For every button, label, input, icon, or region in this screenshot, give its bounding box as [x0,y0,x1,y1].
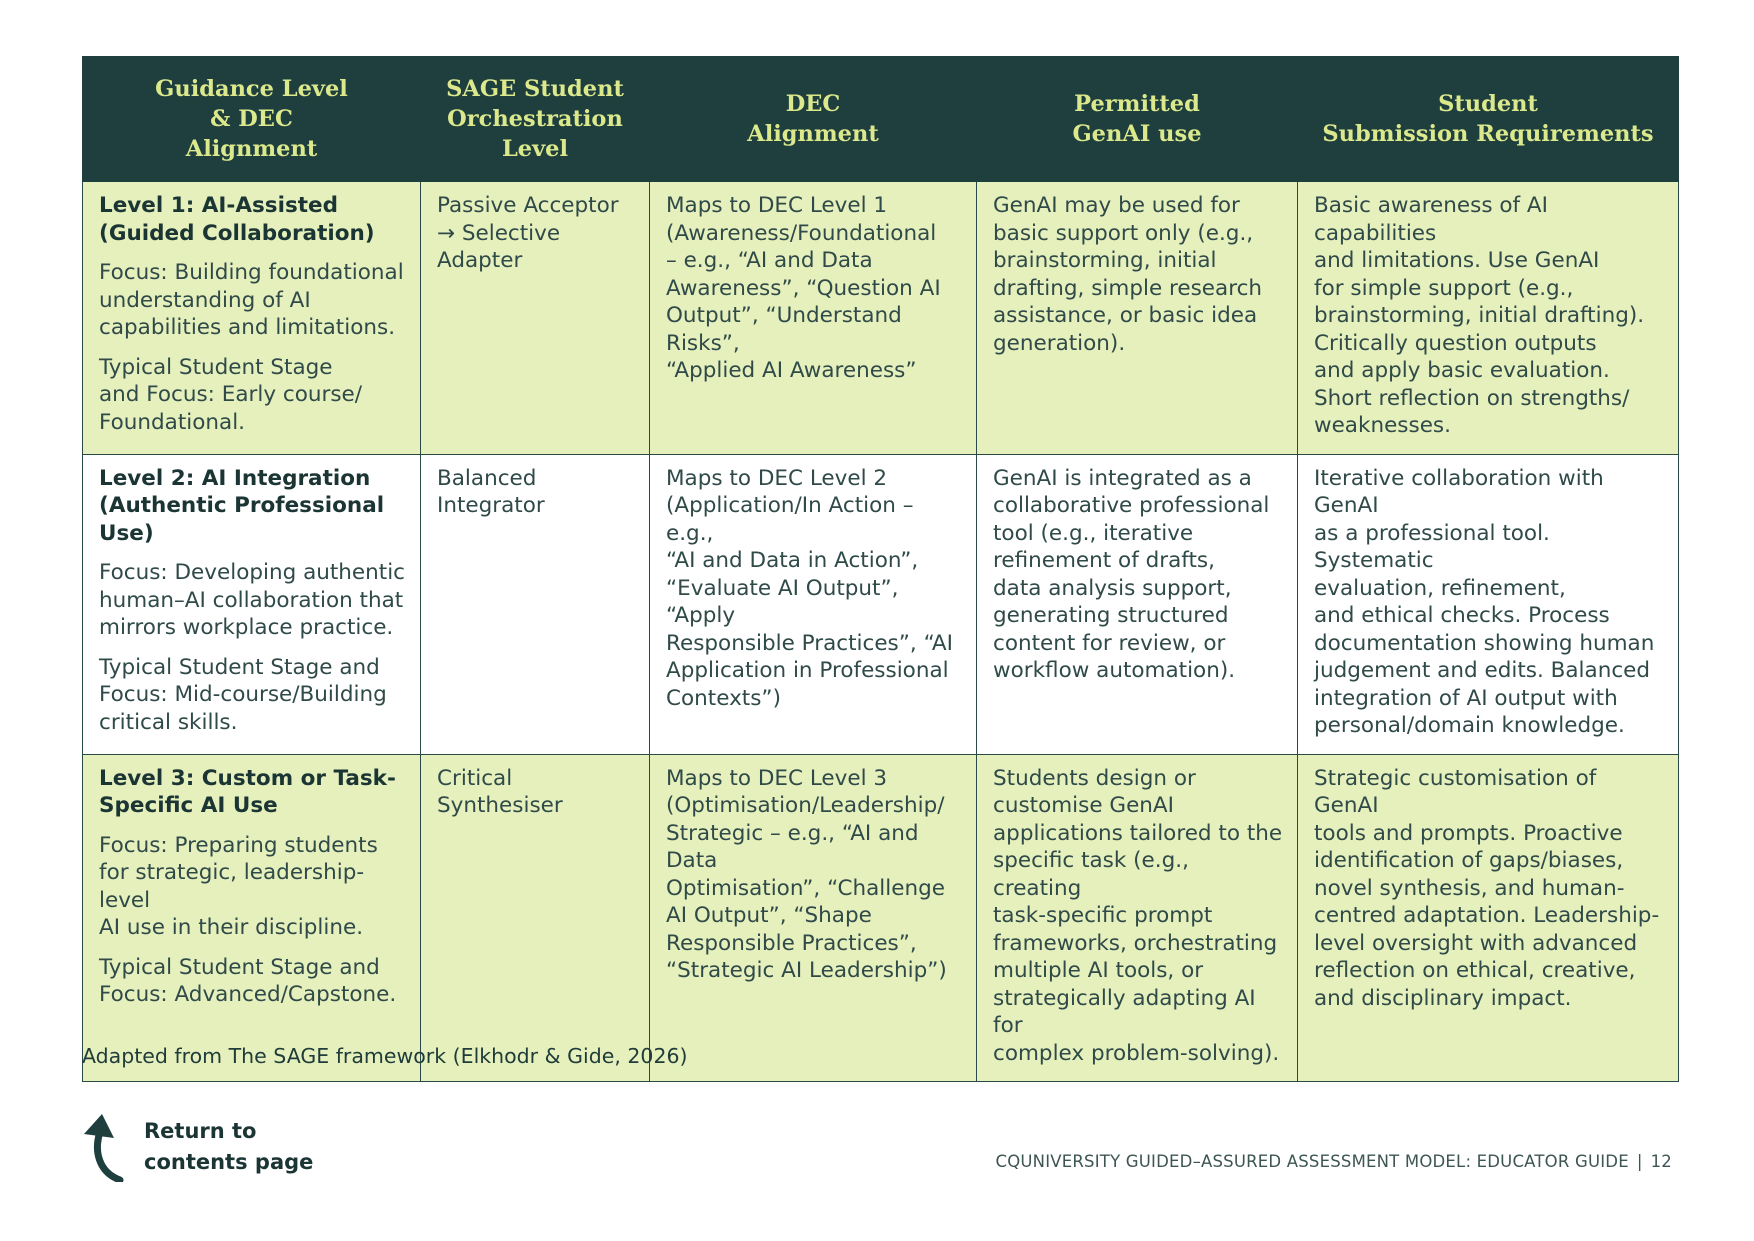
level-stage: Typical Student Stage and Focus: Early course/ Foundational. [99,354,363,435]
page-number: 12 [1650,1152,1672,1171]
footer-title: CQUNIVERSITY GUIDED–ASSURED ASSESSMENT MODEL: EDUCATOR GUIDE [995,1152,1629,1171]
return-arrow-icon [80,1112,126,1186]
header-submission-requirements: Student Submission Requirements [1298,57,1679,182]
cell-dec-alignment: Maps to DEC Level 2 (Application/In Action – e.g., “AI and Data in Action”, “Evaluate AI Output”, “Apply Responsible Practices”, “AI Application in Professional Contexts”) [650,454,977,754]
header-orchestration-level: SAGE Student Orchestration Level [421,57,650,182]
level-focus: Focus: Preparing students for strategic, leadership-level AI use in their discipline. [99,832,378,940]
level-focus: Focus: Developing authentic human–AI collaboration that mirrors workplace practice. [99,560,406,640]
table-header-row [83,57,1679,182]
table-row-level-2 [83,454,1679,754]
guidance-level-table [82,56,1679,1082]
cell-submission-requirements: Basic awareness of AI capabilities and limitations. Use GenAI for simple support (e.g., brainstorming, initial drafting). Critically question outputs and apply basic evaluation. Short reflection on strengths/ weaknesses. [1298,182,1679,455]
level-stage: Typical Student Stage and Focus: Mid-course/Building critical skills. [99,654,387,735]
table-row-level-3 [83,754,1679,1082]
cell-submission-requirements: Strategic customisation of GenAI tools and prompts. Proactive identification of gaps/biases, novel synthesis, and human- centred adaptation. Leadership- level oversight with advanced reflection on ethical, creative, and disciplinary impact. [1298,754,1679,1082]
cell-guidance-level [83,182,421,455]
level-stage: Typical Student Stage and Focus: Advanced/Capstone. [99,954,397,1007]
return-link-label: Return to contents page [144,1119,314,1174]
assessment-table-container [82,56,1678,1082]
table-caption: Adapted from The SAGE framework (Elkhodr & Gide, 2026) [82,1044,688,1068]
header-guidance-level: Guidance Level & DEC Alignment [83,57,421,182]
header-dec-alignment: DEC Alignment [650,57,977,182]
cell-orchestration-level: Balanced Integrator [421,454,650,754]
cell-orchestration-level: Passive Acceptor → Selective Adapter [421,182,650,455]
cell-dec-alignment: Maps to DEC Level 3 (Optimisation/Leadership/ Strategic – e.g., “AI and Data Optimisation”, “Challenge AI Output”, “Shape Responsible Practices”, “Strategic AI Leadership”) [650,754,977,1082]
cell-dec-alignment: Maps to DEC Level 1 (Awareness/Foundational – e.g., “AI and Data Awareness”, “Question AI Output”, “Understand Risks”, “Applied AI Awareness” [650,182,977,455]
cell-guidance-level [83,754,421,1082]
table-row-level-1 [83,182,1679,455]
cell-orchestration-level: Critical Synthesiser [421,754,650,1082]
cell-permitted-use: Students design or customise GenAI applications tailored to the specific task (e.g., creating task-specific prompt frameworks, orchestrating multiple AI tools, or strategically adapting AI for complex problem-solving). [977,754,1298,1082]
level-title: Level 3: Custom or Task- Specific AI Use [99,765,396,818]
level-focus: Focus: Building foundational understanding of AI capabilities and limitations. [99,260,404,340]
level-title: Level 2: AI Integration (Authentic Professional Use) [99,465,385,546]
cell-guidance-level [83,454,421,754]
page-footer [995,1152,1672,1171]
footer-separator: | [1636,1152,1643,1171]
header-permitted-genai-use: Permitted GenAI use [977,57,1298,182]
return-to-contents-link[interactable] [80,1112,313,1186]
level-title: Level 1: AI-Assisted (Guided Collaboration) [99,193,375,246]
cell-permitted-use: GenAI may be used for basic support only (e.g., brainstorming, initial drafting, simple research assistance, or basic idea generation). [977,182,1298,455]
cell-submission-requirements: Iterative collaboration with GenAI as a professional tool. Systematic evaluation, refinement, and ethical checks. Process documentation showing human judgement and edits. Balanced integration of AI output with personal/domain knowledge. [1298,454,1679,754]
cell-permitted-use: GenAI is integrated as a collaborative professional tool (e.g., iterative refinement of drafts, data analysis support, generating structured content for review, or workflow automation). [977,454,1298,754]
